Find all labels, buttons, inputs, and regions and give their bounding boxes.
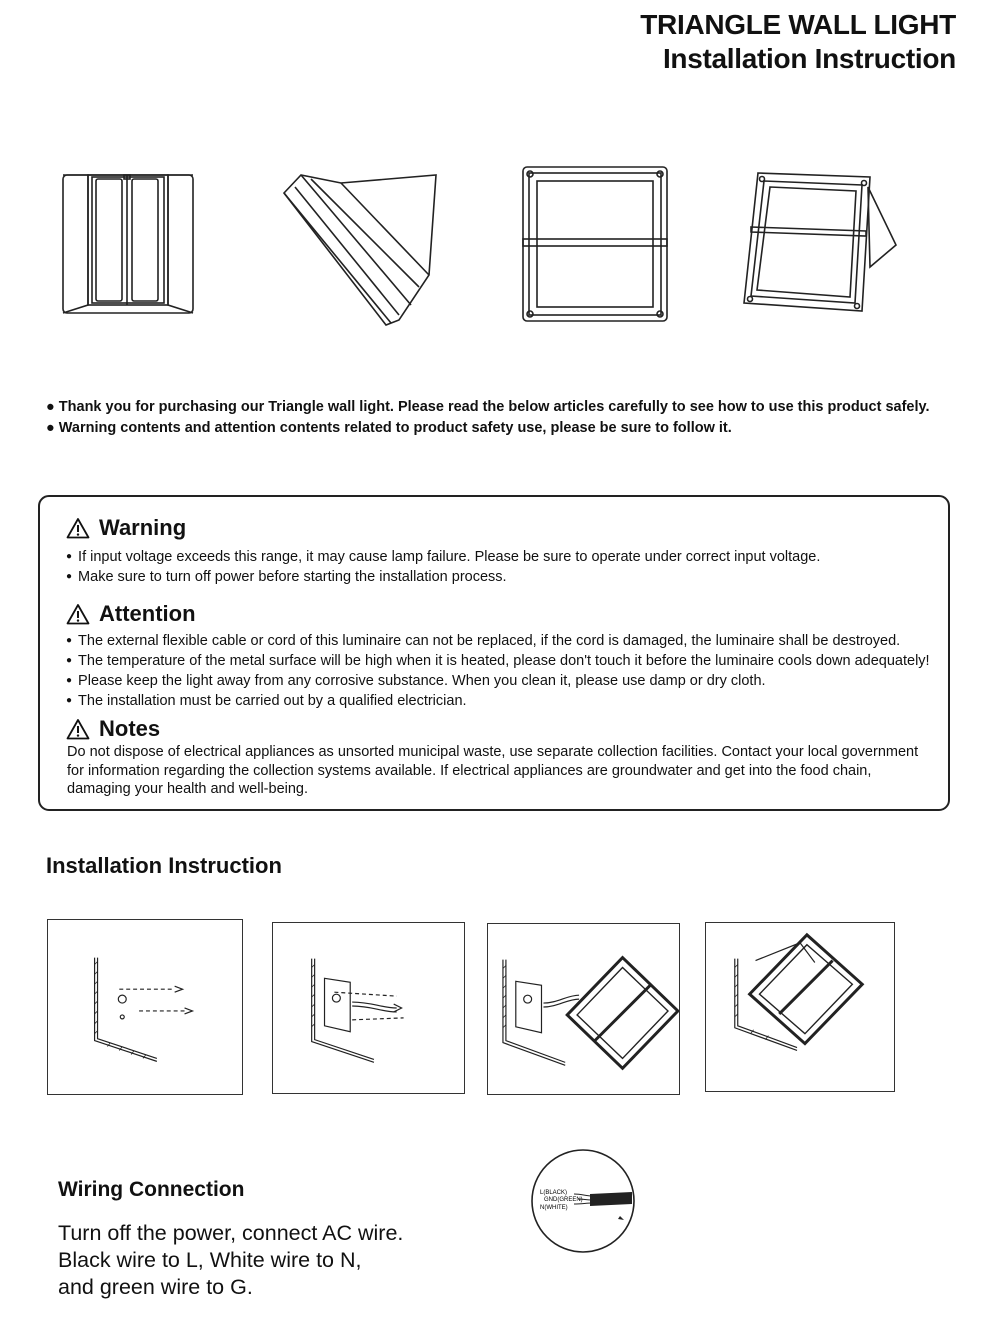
attention-heading: [66, 601, 196, 627]
notes-heading: [66, 716, 160, 742]
notes-text: Do not dispose of electrical appliances as unsorted municipal waste, use separate collection facilities. Contact your local government for information regarding the collection systems available. If electrical appliances are groundwater and get into the food chain, damaging your health and well-being.: [67, 744, 919, 797]
wiring-heading: Wiring Connection: [58, 1178, 245, 1201]
list-item: ● The temperature of the metal surface will be high when it is heated, please don't touch it before the luminaire cools down adequately!: [66, 651, 930, 671]
warning-list: [66, 547, 820, 587]
installation-step-2: [272, 922, 465, 1094]
safety-notice-box: [38, 495, 950, 811]
document-title: TRIANGLE WALL LIGHT: [640, 9, 956, 40]
installation-step-1: [47, 919, 243, 1095]
attention-list: [66, 631, 930, 711]
wiring-line-2: Black wire to L, White wire to N,: [58, 1248, 362, 1272]
warning-triangle-icon: [66, 718, 90, 740]
warning-triangle-icon: [66, 603, 90, 625]
attention-title: Attention: [99, 601, 196, 626]
intro-line-1: ● Thank you for purchasing our Triangle wall light. Please read the below articles carefully to see how to use this product safely.: [46, 399, 930, 415]
intro-line-2: ● Warning contents and attention contents related to product safety use, please be sure to follow it.: [46, 420, 732, 436]
product-front-view: [60, 165, 196, 315]
notes-title: Notes: [99, 716, 161, 741]
installation-heading: Installation Instruction: [46, 853, 282, 878]
list-item: ● If input voltage exceeds this range, it may cause lamp failure. Please be sure to operate under correct input voltage.: [66, 547, 820, 567]
product-back-view: [521, 165, 669, 323]
warning-heading: [66, 515, 186, 541]
installation-step-4: [705, 922, 895, 1092]
installation-step-3: [487, 923, 680, 1095]
warning-title: Warning: [99, 515, 187, 540]
wiring-line-3: and green wire to G.: [58, 1275, 253, 1299]
wire-label-gnd: GND(GREEN): [544, 1197, 583, 1203]
product-angled-back-view: [738, 165, 900, 315]
wiring-instructions: [58, 1220, 403, 1301]
warning-triangle-icon: [66, 517, 90, 539]
product-side-view: [281, 165, 441, 330]
list-item: ● The external flexible cable or cord of this luminaire can not be replaced, if the cord is damaged, the luminaire shall be destroyed.: [66, 631, 930, 651]
document-subtitle: Installation Instruction: [662, 43, 956, 74]
intro-text: [46, 397, 976, 439]
document-header: [640, 8, 956, 76]
wire-label-l: L(BLACK): [540, 1190, 568, 1196]
list-item: ● The installation must be carried out by a qualified electrician.: [66, 691, 930, 711]
list-item: ● Make sure to turn off power before starting the installation process.: [66, 567, 820, 587]
wiring-diagram: [528, 1148, 638, 1254]
wiring-line-1: Turn off the power, connect AC wire.: [58, 1221, 404, 1245]
wire-label-n: N(WHITE): [540, 1205, 568, 1211]
list-item: ● Please keep the light away from any corrosive substance. When you clean it, please use damp or dry cloth.: [66, 671, 930, 691]
